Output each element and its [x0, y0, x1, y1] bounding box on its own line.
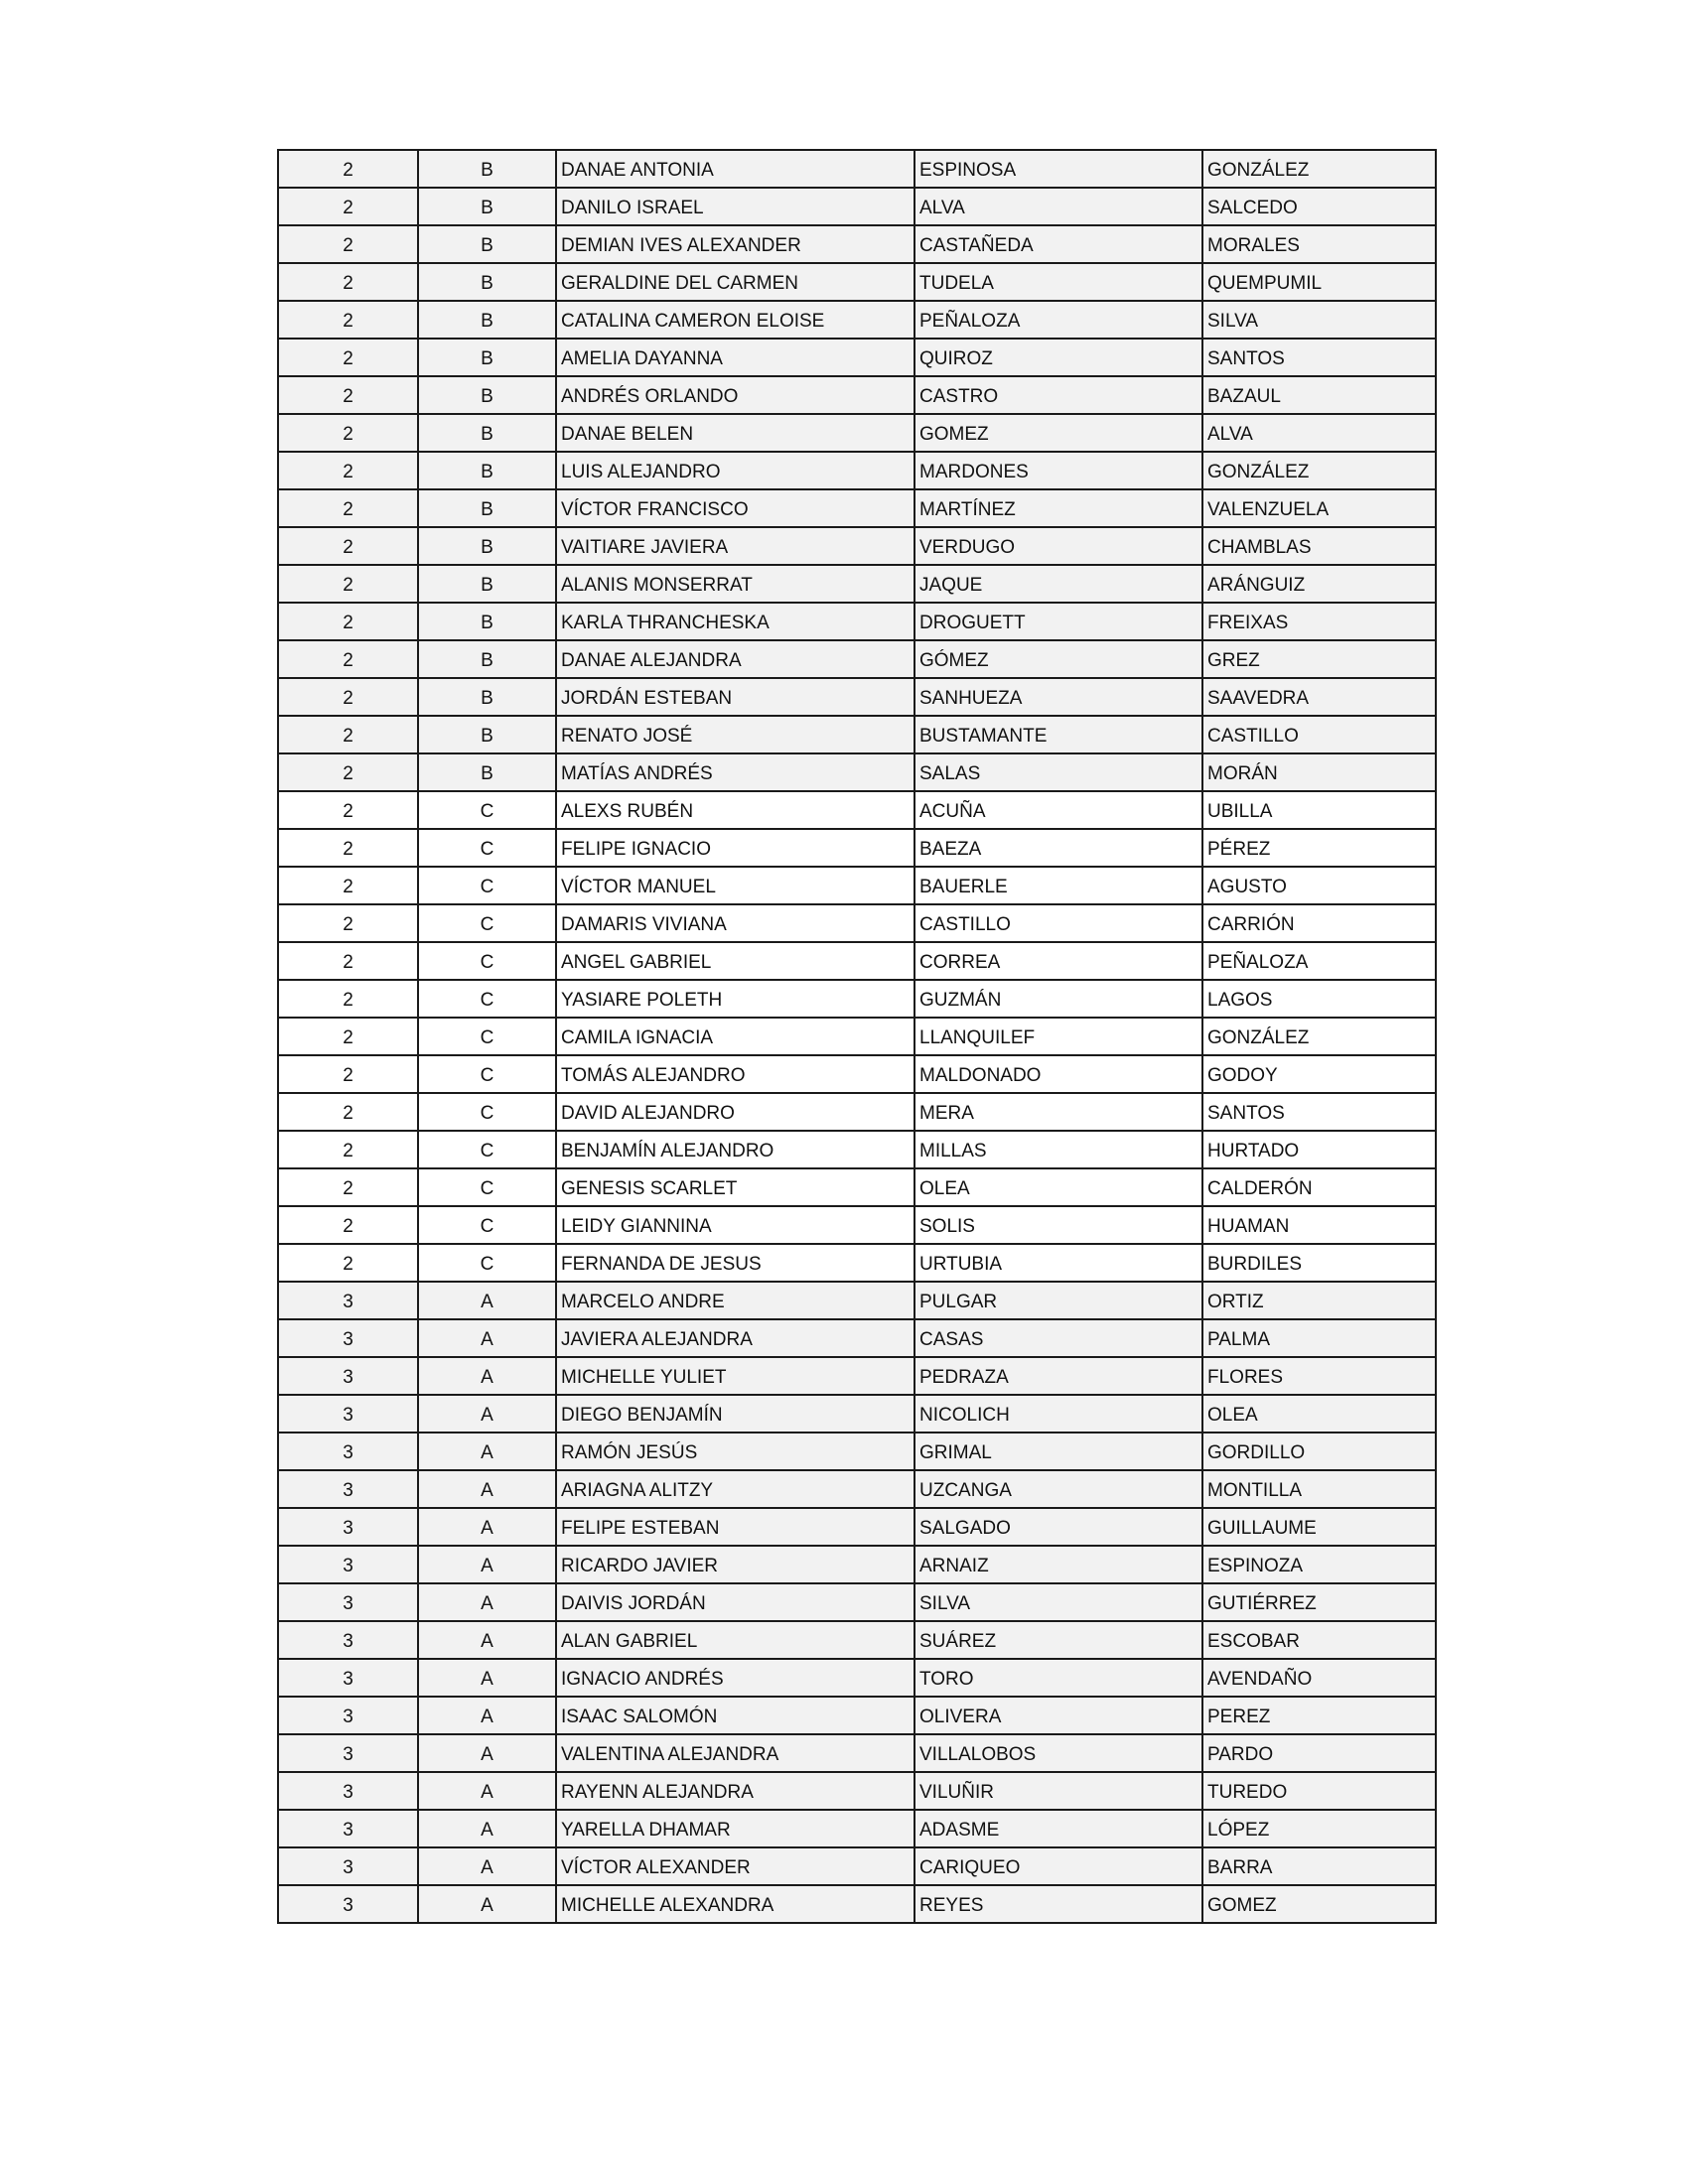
grade-cell: 3 [278, 1395, 418, 1433]
grade-cell: 3 [278, 1470, 418, 1508]
table-row [278, 489, 1436, 527]
first-names-cell: DAVID ALEJANDRO [556, 1093, 914, 1131]
grade-cell: 2 [278, 565, 418, 603]
first-names-cell: RAYENN ALEJANDRA [556, 1772, 914, 1810]
table-row [278, 1244, 1436, 1282]
first-names-cell: TOMÁS ALEJANDRO [556, 1055, 914, 1093]
paternal-surname-cell: URTUBIA [914, 1244, 1202, 1282]
first-names-cell: DEMIAN IVES ALEXANDER [556, 225, 914, 263]
grade-cell: 2 [278, 1131, 418, 1168]
maternal-surname-cell: OLEA [1202, 1395, 1436, 1433]
section-cell: A [418, 1697, 556, 1734]
table-row [278, 188, 1436, 225]
grade-cell: 2 [278, 1244, 418, 1282]
maternal-surname-cell: GUTIÉRREZ [1202, 1583, 1436, 1621]
section-cell: A [418, 1470, 556, 1508]
maternal-surname-cell: ESPINOZA [1202, 1546, 1436, 1583]
maternal-surname-cell: CASTILLO [1202, 716, 1436, 753]
maternal-surname-cell: CHAMBLAS [1202, 527, 1436, 565]
maternal-surname-cell: PÉREZ [1202, 829, 1436, 867]
paternal-surname-cell: CARIQUEO [914, 1847, 1202, 1885]
section-cell: B [418, 527, 556, 565]
section-cell: C [418, 867, 556, 904]
grade-cell: 2 [278, 263, 418, 301]
section-cell: B [418, 263, 556, 301]
grade-cell: 2 [278, 904, 418, 942]
grade-cell: 3 [278, 1697, 418, 1734]
table-row [278, 1282, 1436, 1319]
first-names-cell: CAMILA IGNACIA [556, 1018, 914, 1055]
maternal-surname-cell: GONZÁLEZ [1202, 150, 1436, 188]
maternal-surname-cell: MORÁN [1202, 753, 1436, 791]
section-cell: B [418, 414, 556, 452]
paternal-surname-cell: VILLALOBOS [914, 1734, 1202, 1772]
section-cell: B [418, 603, 556, 640]
table-row [278, 678, 1436, 716]
section-cell: B [418, 565, 556, 603]
grade-cell: 2 [278, 301, 418, 339]
section-cell: C [418, 1168, 556, 1206]
grade-cell: 3 [278, 1546, 418, 1583]
maternal-surname-cell: ALVA [1202, 414, 1436, 452]
section-cell: B [418, 339, 556, 376]
table-row [278, 376, 1436, 414]
section-cell: C [418, 1244, 556, 1282]
paternal-surname-cell: SALAS [914, 753, 1202, 791]
table-row [278, 867, 1436, 904]
paternal-surname-cell: ACUÑA [914, 791, 1202, 829]
paternal-surname-cell: OLEA [914, 1168, 1202, 1206]
maternal-surname-cell: SANTOS [1202, 1093, 1436, 1131]
paternal-surname-cell: REYES [914, 1885, 1202, 1923]
grade-cell: 2 [278, 188, 418, 225]
paternal-surname-cell: SUÁREZ [914, 1621, 1202, 1659]
maternal-surname-cell: BAZAUL [1202, 376, 1436, 414]
table-row [278, 1433, 1436, 1470]
table-row [278, 225, 1436, 263]
first-names-cell: YARELLA DHAMAR [556, 1810, 914, 1847]
paternal-surname-cell: CASTAÑEDA [914, 225, 1202, 263]
section-cell: C [418, 942, 556, 980]
section-cell: C [418, 1055, 556, 1093]
paternal-surname-cell: JAQUE [914, 565, 1202, 603]
section-cell: C [418, 1018, 556, 1055]
student-roster-table [277, 149, 1437, 1924]
maternal-surname-cell: AGUSTO [1202, 867, 1436, 904]
table-row [278, 603, 1436, 640]
grade-cell: 2 [278, 829, 418, 867]
grade-cell: 2 [278, 640, 418, 678]
table-row [278, 263, 1436, 301]
section-cell: A [418, 1621, 556, 1659]
maternal-surname-cell: BARRA [1202, 1847, 1436, 1885]
table-row [278, 339, 1436, 376]
table-row [278, 1847, 1436, 1885]
grade-cell: 2 [278, 1018, 418, 1055]
maternal-surname-cell: LÓPEZ [1202, 1810, 1436, 1847]
first-names-cell: FERNANDA DE JESUS [556, 1244, 914, 1282]
table-row [278, 565, 1436, 603]
table-row [278, 640, 1436, 678]
table-row [278, 1734, 1436, 1772]
grade-cell: 3 [278, 1583, 418, 1621]
paternal-surname-cell: ARNAIZ [914, 1546, 1202, 1583]
paternal-surname-cell: OLIVERA [914, 1697, 1202, 1734]
first-names-cell: CATALINA CAMERON ELOISE [556, 301, 914, 339]
paternal-surname-cell: DROGUETT [914, 603, 1202, 640]
grade-cell: 3 [278, 1433, 418, 1470]
grade-cell: 2 [278, 791, 418, 829]
first-names-cell: DAMARIS VIVIANA [556, 904, 914, 942]
table-row [278, 1055, 1436, 1093]
paternal-surname-cell: SILVA [914, 1583, 1202, 1621]
paternal-surname-cell: BAUERLE [914, 867, 1202, 904]
section-cell: B [418, 716, 556, 753]
paternal-surname-cell: SOLIS [914, 1206, 1202, 1244]
table-row [278, 1470, 1436, 1508]
maternal-surname-cell: QUEMPUMIL [1202, 263, 1436, 301]
paternal-surname-cell: MARTÍNEZ [914, 489, 1202, 527]
maternal-surname-cell: AVENDAÑO [1202, 1659, 1436, 1697]
section-cell: B [418, 678, 556, 716]
first-names-cell: RAMÓN JESÚS [556, 1433, 914, 1470]
section-cell: C [418, 980, 556, 1018]
section-cell: B [418, 452, 556, 489]
maternal-surname-cell: BURDILES [1202, 1244, 1436, 1282]
section-cell: A [418, 1395, 556, 1433]
paternal-surname-cell: PEDRAZA [914, 1357, 1202, 1395]
table-row [278, 452, 1436, 489]
table-row [278, 942, 1436, 980]
first-names-cell: ISAAC SALOMÓN [556, 1697, 914, 1734]
maternal-surname-cell: MONTILLA [1202, 1470, 1436, 1508]
first-names-cell: MATÍAS ANDRÉS [556, 753, 914, 791]
first-names-cell: DANAE ALEJANDRA [556, 640, 914, 678]
table-row [278, 301, 1436, 339]
section-cell: B [418, 301, 556, 339]
section-cell: A [418, 1810, 556, 1847]
maternal-surname-cell: GORDILLO [1202, 1433, 1436, 1470]
grade-cell: 2 [278, 489, 418, 527]
section-cell: C [418, 829, 556, 867]
grade-cell: 3 [278, 1621, 418, 1659]
first-names-cell: BENJAMÍN ALEJANDRO [556, 1131, 914, 1168]
section-cell: A [418, 1659, 556, 1697]
section-cell: B [418, 188, 556, 225]
section-cell: A [418, 1772, 556, 1810]
paternal-surname-cell: ADASME [914, 1810, 1202, 1847]
paternal-surname-cell: GUZMÁN [914, 980, 1202, 1018]
table-row [278, 1810, 1436, 1847]
maternal-surname-cell: MORALES [1202, 225, 1436, 263]
maternal-surname-cell: ORTIZ [1202, 1282, 1436, 1319]
first-names-cell: MICHELLE YULIET [556, 1357, 914, 1395]
paternal-surname-cell: GOMEZ [914, 414, 1202, 452]
paternal-surname-cell: TUDELA [914, 263, 1202, 301]
first-names-cell: GENESIS SCARLET [556, 1168, 914, 1206]
table-row [278, 527, 1436, 565]
grade-cell: 3 [278, 1772, 418, 1810]
first-names-cell: FELIPE ESTEBAN [556, 1508, 914, 1546]
maternal-surname-cell: ARÁNGUIZ [1202, 565, 1436, 603]
section-cell: B [418, 376, 556, 414]
paternal-surname-cell: ESPINOSA [914, 150, 1202, 188]
table-row [278, 829, 1436, 867]
paternal-surname-cell: ALVA [914, 188, 1202, 225]
maternal-surname-cell: GREZ [1202, 640, 1436, 678]
grade-cell: 3 [278, 1734, 418, 1772]
first-names-cell: LEIDY GIANNINA [556, 1206, 914, 1244]
table-row [278, 791, 1436, 829]
maternal-surname-cell: TUREDO [1202, 1772, 1436, 1810]
first-names-cell: ANDRÉS ORLANDO [556, 376, 914, 414]
paternal-surname-cell: LLANQUILEF [914, 1018, 1202, 1055]
section-cell: A [418, 1583, 556, 1621]
table-row [278, 1583, 1436, 1621]
section-cell: B [418, 489, 556, 527]
table-row [278, 1697, 1436, 1734]
table-row [278, 716, 1436, 753]
table-row [278, 1659, 1436, 1697]
paternal-surname-cell: MILLAS [914, 1131, 1202, 1168]
first-names-cell: MICHELLE ALEXANDRA [556, 1885, 914, 1923]
grade-cell: 2 [278, 414, 418, 452]
first-names-cell: VÍCTOR MANUEL [556, 867, 914, 904]
maternal-surname-cell: SAAVEDRA [1202, 678, 1436, 716]
paternal-surname-cell: BAEZA [914, 829, 1202, 867]
first-names-cell: JORDÁN ESTEBAN [556, 678, 914, 716]
grade-cell: 3 [278, 1659, 418, 1697]
maternal-surname-cell: CALDERÓN [1202, 1168, 1436, 1206]
table-row [278, 753, 1436, 791]
grade-cell: 2 [278, 942, 418, 980]
first-names-cell: ANGEL GABRIEL [556, 942, 914, 980]
paternal-surname-cell: MALDONADO [914, 1055, 1202, 1093]
section-cell: C [418, 1093, 556, 1131]
table-row [278, 904, 1436, 942]
table-row [278, 1772, 1436, 1810]
paternal-surname-cell: MARDONES [914, 452, 1202, 489]
grade-cell: 2 [278, 1206, 418, 1244]
grade-cell: 3 [278, 1319, 418, 1357]
maternal-surname-cell: GUILLAUME [1202, 1508, 1436, 1546]
first-names-cell: ALANIS MONSERRAT [556, 565, 914, 603]
section-cell: C [418, 904, 556, 942]
section-cell: A [418, 1546, 556, 1583]
section-cell: B [418, 640, 556, 678]
table-row [278, 1546, 1436, 1583]
table-row [278, 1131, 1436, 1168]
table-row [278, 1093, 1436, 1131]
section-cell: B [418, 225, 556, 263]
grade-cell: 2 [278, 603, 418, 640]
grade-cell: 2 [278, 1168, 418, 1206]
grade-cell: 2 [278, 225, 418, 263]
grade-cell: 2 [278, 339, 418, 376]
grade-cell: 3 [278, 1282, 418, 1319]
maternal-surname-cell: FLORES [1202, 1357, 1436, 1395]
first-names-cell: VÍCTOR ALEXANDER [556, 1847, 914, 1885]
table-row [278, 414, 1436, 452]
paternal-surname-cell: CASTRO [914, 376, 1202, 414]
maternal-surname-cell: FREIXAS [1202, 603, 1436, 640]
table-row [278, 1168, 1436, 1206]
first-names-cell: DANAE ANTONIA [556, 150, 914, 188]
maternal-surname-cell: HUAMAN [1202, 1206, 1436, 1244]
first-names-cell: GERALDINE DEL CARMEN [556, 263, 914, 301]
table-row [278, 1319, 1436, 1357]
first-names-cell: JAVIERA ALEJANDRA [556, 1319, 914, 1357]
maternal-surname-cell: GOMEZ [1202, 1885, 1436, 1923]
grade-cell: 2 [278, 1093, 418, 1131]
grade-cell: 3 [278, 1810, 418, 1847]
maternal-surname-cell: CARRIÓN [1202, 904, 1436, 942]
first-names-cell: DANILO ISRAEL [556, 188, 914, 225]
section-cell: A [418, 1847, 556, 1885]
grade-cell: 3 [278, 1847, 418, 1885]
first-names-cell: ARIAGNA ALITZY [556, 1470, 914, 1508]
first-names-cell: ALAN GABRIEL [556, 1621, 914, 1659]
table-row [278, 1018, 1436, 1055]
paternal-surname-cell: QUIROZ [914, 339, 1202, 376]
first-names-cell: DANAE BELEN [556, 414, 914, 452]
first-names-cell: LUIS ALEJANDRO [556, 452, 914, 489]
section-cell: A [418, 1734, 556, 1772]
table-row [278, 980, 1436, 1018]
maternal-surname-cell: VALENZUELA [1202, 489, 1436, 527]
maternal-surname-cell: PEÑALOZA [1202, 942, 1436, 980]
table-row [278, 150, 1436, 188]
grade-cell: 2 [278, 716, 418, 753]
paternal-surname-cell: MERA [914, 1093, 1202, 1131]
grade-cell: 2 [278, 867, 418, 904]
grade-cell: 2 [278, 753, 418, 791]
grade-cell: 2 [278, 678, 418, 716]
paternal-surname-cell: PULGAR [914, 1282, 1202, 1319]
paternal-surname-cell: UZCANGA [914, 1470, 1202, 1508]
paternal-surname-cell: BUSTAMANTE [914, 716, 1202, 753]
maternal-surname-cell: PALMA [1202, 1319, 1436, 1357]
section-cell: C [418, 1131, 556, 1168]
grade-cell: 2 [278, 452, 418, 489]
table-row [278, 1357, 1436, 1395]
maternal-surname-cell: SALCEDO [1202, 188, 1436, 225]
first-names-cell: DAIVIS JORDÁN [556, 1583, 914, 1621]
paternal-surname-cell: VERDUGO [914, 527, 1202, 565]
section-cell: A [418, 1433, 556, 1470]
table-row [278, 1395, 1436, 1433]
first-names-cell: FELIPE IGNACIO [556, 829, 914, 867]
section-cell: A [418, 1319, 556, 1357]
maternal-surname-cell: SANTOS [1202, 339, 1436, 376]
section-cell: B [418, 753, 556, 791]
roster-body [278, 150, 1436, 1923]
paternal-surname-cell: CASTILLO [914, 904, 1202, 942]
first-names-cell: VALENTINA ALEJANDRA [556, 1734, 914, 1772]
paternal-surname-cell: PEÑALOZA [914, 301, 1202, 339]
paternal-surname-cell: GRIMAL [914, 1433, 1202, 1470]
paternal-surname-cell: GÓMEZ [914, 640, 1202, 678]
first-names-cell: YASIARE POLETH [556, 980, 914, 1018]
first-names-cell: AMELIA DAYANNA [556, 339, 914, 376]
first-names-cell: DIEGO BENJAMÍN [556, 1395, 914, 1433]
paternal-surname-cell: TORO [914, 1659, 1202, 1697]
paternal-surname-cell: CASAS [914, 1319, 1202, 1357]
table-row [278, 1621, 1436, 1659]
maternal-surname-cell: PEREZ [1202, 1697, 1436, 1734]
paternal-surname-cell: SANHUEZA [914, 678, 1202, 716]
grade-cell: 2 [278, 376, 418, 414]
grade-cell: 2 [278, 527, 418, 565]
table-row [278, 1885, 1436, 1923]
section-cell: B [418, 150, 556, 188]
first-names-cell: VAITIARE JAVIERA [556, 527, 914, 565]
paternal-surname-cell: NICOLICH [914, 1395, 1202, 1433]
paternal-surname-cell: SALGADO [914, 1508, 1202, 1546]
first-names-cell: RENATO JOSÉ [556, 716, 914, 753]
first-names-cell: RICARDO JAVIER [556, 1546, 914, 1583]
first-names-cell: VÍCTOR FRANCISCO [556, 489, 914, 527]
grade-cell: 2 [278, 150, 418, 188]
maternal-surname-cell: PARDO [1202, 1734, 1436, 1772]
section-cell: A [418, 1885, 556, 1923]
paternal-surname-cell: VILUÑIR [914, 1772, 1202, 1810]
grade-cell: 2 [278, 1055, 418, 1093]
first-names-cell: KARLA THRANCHESKA [556, 603, 914, 640]
maternal-surname-cell: UBILLA [1202, 791, 1436, 829]
section-cell: C [418, 1206, 556, 1244]
maternal-surname-cell: LAGOS [1202, 980, 1436, 1018]
table-row [278, 1206, 1436, 1244]
maternal-surname-cell: GODOY [1202, 1055, 1436, 1093]
paternal-surname-cell: CORREA [914, 942, 1202, 980]
maternal-surname-cell: HURTADO [1202, 1131, 1436, 1168]
section-cell: A [418, 1357, 556, 1395]
maternal-surname-cell: GONZÁLEZ [1202, 1018, 1436, 1055]
grade-cell: 3 [278, 1357, 418, 1395]
maternal-surname-cell: SILVA [1202, 301, 1436, 339]
section-cell: A [418, 1282, 556, 1319]
maternal-surname-cell: ESCOBAR [1202, 1621, 1436, 1659]
table-row [278, 1508, 1436, 1546]
maternal-surname-cell: GONZÁLEZ [1202, 452, 1436, 489]
first-names-cell: MARCELO ANDRE [556, 1282, 914, 1319]
first-names-cell: IGNACIO ANDRÉS [556, 1659, 914, 1697]
section-cell: A [418, 1508, 556, 1546]
grade-cell: 2 [278, 980, 418, 1018]
grade-cell: 3 [278, 1885, 418, 1923]
first-names-cell: ALEXS RUBÉN [556, 791, 914, 829]
grade-cell: 3 [278, 1508, 418, 1546]
section-cell: C [418, 791, 556, 829]
